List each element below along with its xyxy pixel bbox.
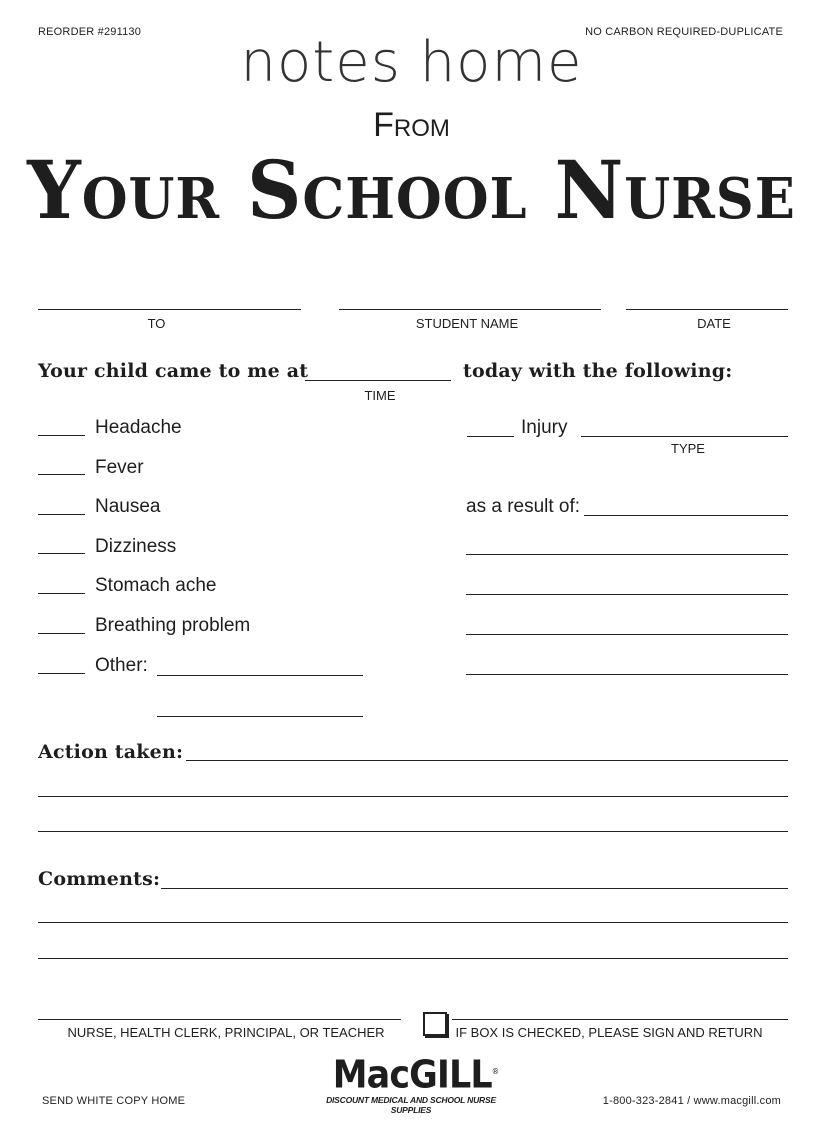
injury-label: Injury bbox=[521, 417, 568, 438]
reorder-number: REORDER #291130 bbox=[38, 26, 142, 38]
macgill-logo bbox=[326, 1052, 499, 1115]
symptom-stomach-ache: Stomach ache bbox=[95, 575, 217, 596]
student-name-caption: STUDENT NAME bbox=[415, 316, 519, 331]
time-caption: TIME bbox=[364, 388, 396, 403]
intro-text-start: Your child came to me at bbox=[38, 360, 309, 382]
comments-label: Comments: bbox=[38, 868, 161, 890]
fever-check-line[interactable] bbox=[38, 474, 85, 475]
intro-text-end: today with the following: bbox=[463, 360, 733, 382]
send-white-copy-note: SEND WHITE COPY HOME bbox=[42, 1095, 186, 1107]
date-field-line[interactable] bbox=[626, 309, 788, 310]
result-line-2[interactable] bbox=[466, 554, 788, 555]
injury-check-line[interactable] bbox=[467, 436, 514, 437]
other-detail-line-2[interactable] bbox=[157, 716, 363, 717]
logo-brand: MacGILL bbox=[332, 1052, 492, 1097]
title-from: From bbox=[373, 106, 450, 144]
to-field-line[interactable] bbox=[38, 309, 301, 310]
other-detail-line-1[interactable] bbox=[157, 675, 363, 676]
result-label: as a result of: bbox=[466, 496, 581, 517]
to-caption: TO bbox=[147, 316, 166, 331]
injury-type-line[interactable] bbox=[581, 436, 788, 437]
symptom-breathing-problem: Breathing problem bbox=[95, 615, 251, 636]
headache-check-line[interactable] bbox=[38, 435, 85, 436]
other-check-line[interactable] bbox=[38, 673, 85, 674]
time-field-line[interactable] bbox=[305, 380, 451, 381]
signature-line[interactable] bbox=[38, 1019, 401, 1020]
contact-info: 1-800-323-2841 / www.macgill.com bbox=[602, 1095, 781, 1107]
return-checkbox[interactable] bbox=[423, 1012, 447, 1036]
title-notes-home: notes home bbox=[240, 30, 583, 95]
student-name-field-line[interactable] bbox=[339, 309, 601, 310]
action-taken-line-2[interactable] bbox=[38, 796, 788, 797]
checkbox-note-line[interactable] bbox=[452, 1019, 788, 1020]
signature-caption: NURSE, HEALTH CLERK, PRINCIPAL, OR TEACHER bbox=[67, 1025, 385, 1040]
checkbox-caption: IF BOX IS CHECKED, PLEASE SIGN AND RETURN bbox=[455, 1025, 763, 1040]
symptom-dizziness: Dizziness bbox=[95, 536, 177, 557]
action-taken-line-1[interactable] bbox=[186, 760, 788, 761]
symptom-fever: Fever bbox=[95, 457, 144, 478]
registered-mark: ® bbox=[491, 1067, 499, 1076]
stomach-ache-check-line[interactable] bbox=[38, 593, 85, 594]
breathing-problem-check-line[interactable] bbox=[38, 633, 85, 634]
action-taken-line-3[interactable] bbox=[38, 831, 788, 832]
result-line-1[interactable] bbox=[584, 515, 788, 516]
nausea-check-line[interactable] bbox=[38, 514, 85, 515]
title-your-school-nurse: Your School Nurse bbox=[27, 143, 796, 237]
symptom-nausea: Nausea bbox=[95, 496, 161, 517]
dizziness-check-line[interactable] bbox=[38, 553, 85, 554]
symptom-other: Other: bbox=[95, 655, 148, 676]
injury-type-caption: TYPE bbox=[671, 441, 705, 456]
symptom-headache: Headache bbox=[95, 417, 182, 438]
date-caption: DATE bbox=[697, 316, 731, 331]
result-line-4[interactable] bbox=[466, 634, 788, 635]
result-line-5[interactable] bbox=[466, 674, 788, 675]
logo-tagline: DISCOUNT MEDICAL AND SCHOOL NURSE SUPPLIES bbox=[326, 1094, 496, 1115]
comments-line-2[interactable] bbox=[38, 922, 788, 923]
comments-line-1[interactable] bbox=[161, 888, 788, 889]
carbon-note: NO CARBON REQUIRED-DUPLICATE bbox=[585, 26, 783, 38]
logo-wordmark bbox=[332, 1052, 499, 1097]
action-taken-label: Action taken: bbox=[38, 741, 184, 763]
comments-line-3[interactable] bbox=[38, 958, 788, 959]
result-line-3[interactable] bbox=[466, 594, 788, 595]
